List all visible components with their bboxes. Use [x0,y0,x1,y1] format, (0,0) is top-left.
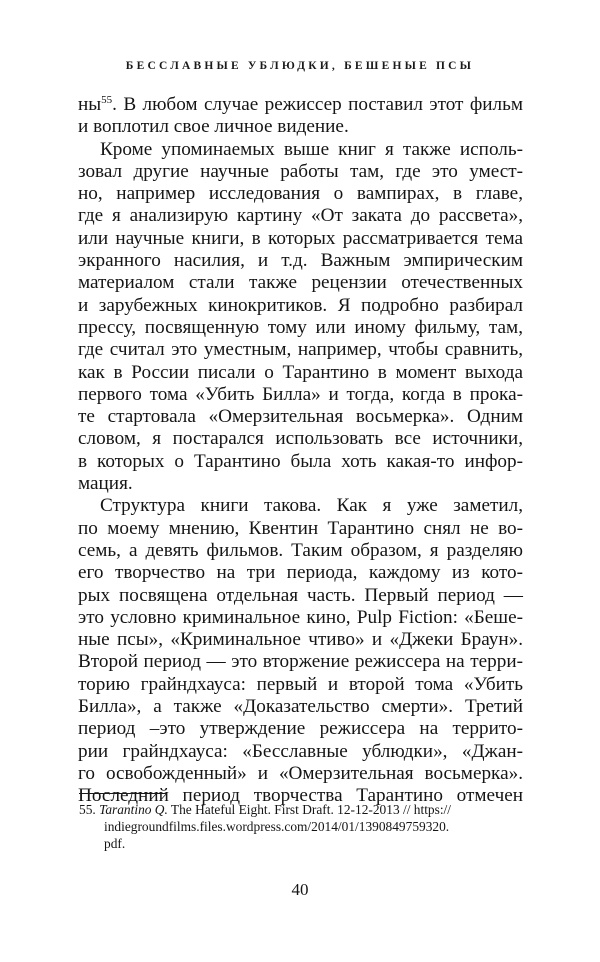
paragraph-start-line: Кроме упоминаемых выше книг я также исполь- [100,138,523,160]
text-line: семь, а девять фильмов. Таким образом, я разделяю [78,539,523,561]
text-line: экранного насилия, и т.д. Важным эмпирическим [78,250,523,272]
text-line: и зарубежных кинокритиков. Я подробно разбирал [78,294,523,316]
text-line: Билла», а также «Доказательство смерти». Третий [78,696,523,718]
text-line: его творчество на три периода, каждому из кото- [78,562,523,584]
text-line: рии грайндхауса: «Бесславные ублюдки», «Джан- [78,740,523,762]
text-line: как в России писали о Тарантино в момент выхода [78,361,523,383]
text-line: рых посвящена отдельная часть. Первый период — [78,584,523,606]
footnote-author: Tarantino Q. [99,802,168,817]
text-line: прессу, посвященную тому или иному фильму, там, [78,316,523,338]
text-line: ные псы», «Криминальное чтиво» и «Джеки Браун». [78,629,523,651]
footnote-url[interactable]: indiegroundfilms.files.wordpress.com/2014/01/1390849759320. [104,818,450,834]
text-line: зовал другие научные работы там, где это умест- [78,160,523,182]
text-line: го освобожденный» и «Омерзительная восьмерка». [78,762,523,784]
text-line: материалом стали также рецензии отечественных [78,272,523,294]
text-line: и воплотил свое личное видение. [78,116,349,138]
paragraph-start-line: Структура книги такова. Как я уже заметил, [100,495,523,517]
footnote-reference[interactable]: 55 [101,94,113,106]
text-line [78,94,523,116]
text-line: Второй период — это вторжение режиссера на терри- [78,651,523,673]
text-line: по моему мнению, Квентин Тарантино снял не во- [78,517,523,539]
text-line: те стартовала «Омерзительная восьмерка». Одним [78,406,523,428]
text-line: но, например исследования о вампирах, в главе, [78,183,523,205]
body-text [78,94,523,808]
text-fragment: ны [78,94,102,115]
text-line: в которых о Тарантино была хоть какая-то инфор- [78,450,523,472]
footnote-line [79,802,529,819]
text-line: где считал это уместным, например, чтобы сравнить, [78,339,523,361]
text-line: период –это утверждение режиссера на террито- [78,718,523,740]
text-line: где я анализирую картину «От заката до рассвета», [78,205,523,227]
text-line: Последний период творчества Тарантино отмечен [78,785,523,807]
text-line: торию грайндхауса: первый и второй тома «Убить [78,673,523,695]
footnote-divider [79,793,167,794]
text-line: первого тома «Убить Билла» и тогда, когда в прока- [78,383,523,405]
footnote-text: The Hateful Eight. First Draft. 12-12-2013 // https:// [167,802,451,817]
footnote-number: 55. [79,802,96,817]
footnote-url-end: pdf. [104,835,126,851]
text-line: или научные книги, в которых рассматривается тема [78,227,523,249]
text-line: словом, я постарался использовать все источники, [78,428,523,450]
footnote-55 [79,802,529,852]
text-line: мация. [78,473,133,495]
text-fragment: . В любом случае режиссер поставил этот фильм [112,94,523,115]
page-number: 40 [291,880,309,899]
running-head: БЕССЛАВНЫЕ УБЛЮДКИ, БЕШЕНЫЕ ПСЫ [125,60,475,72]
text-line: это условно криминальное кино, Pulp Fiction: «Беше- [78,606,523,628]
